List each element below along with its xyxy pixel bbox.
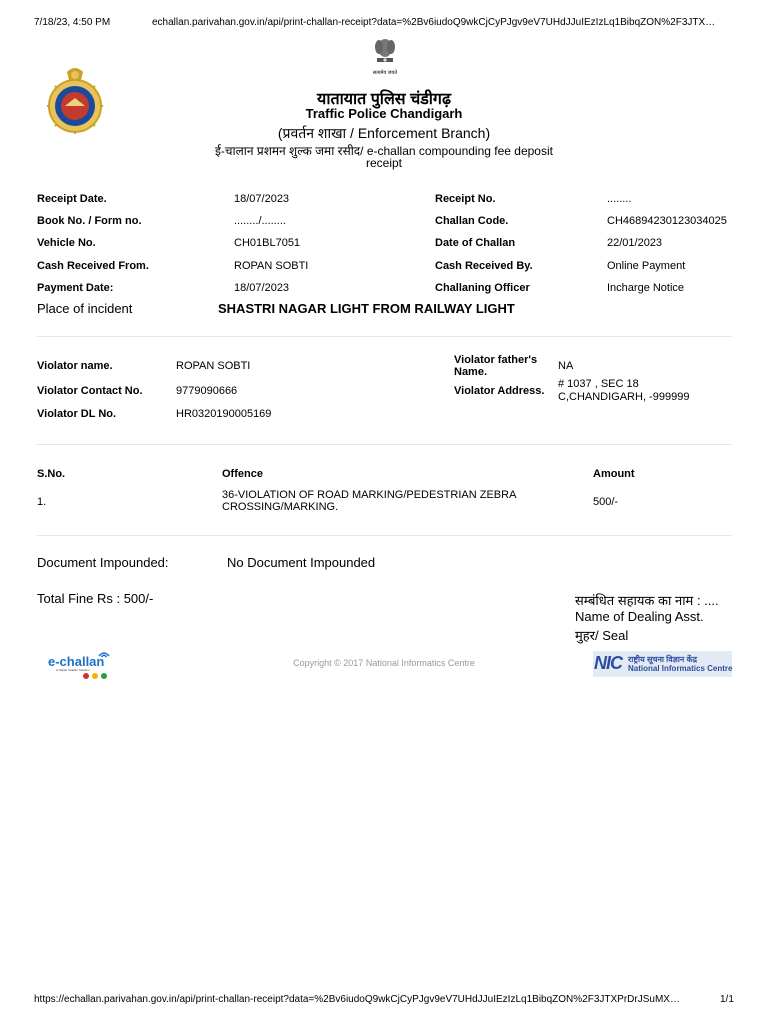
cash-received-by-label: Cash Received By. [435,260,533,272]
dealing-asst-english: Name of Dealing Asst. [575,609,704,624]
challaning-officer: Incharge Notice [607,282,685,294]
nic-english-text: National Informatics Centre [628,664,733,673]
receipt-no: ........ [607,193,632,205]
vehicle-no: CH01BL7051 [234,237,301,249]
ashoka-emblem-icon [370,34,400,66]
cash-received-from-label: Cash Received From. [37,260,149,272]
dealing-asst-hindi: सम्बंधित सहायक का नाम : .... [575,593,719,608]
seal-label: मुहर/ Seal [575,628,629,643]
divider [37,535,732,536]
police-badge-icon [36,66,114,140]
vehicle-no-label: Vehicle No. [37,237,96,249]
police-logo [36,66,114,140]
date-of-challan-label: Date of Challan [435,237,516,249]
challan-code: CH46894230123034025 [607,215,727,227]
echallan-logo-text: e-challan [48,654,105,669]
title-english: Traffic Police Chandigarh [305,106,463,121]
emblem-caption: सत्यमेव जयते [372,70,398,76]
challaning-officer-label: Challaning Officer [435,282,530,294]
receipt-date-label: Receipt Date. [37,193,107,205]
violator-address-label: Violator Address. [454,385,545,397]
violator-contact-label: Violator Contact No. [37,385,143,397]
divider [37,336,732,337]
print-datetime: 7/18/23, 4:50 PM [34,17,111,28]
violator-address: # 1037 , SEC 18 C,CHANDIGARH, -999999 [558,378,690,403]
receipt-no-label: Receipt No. [435,193,496,205]
violator-contact: 9779090666 [176,385,238,397]
title-hindi: यातायात पुलिस चंडीगढ़ [317,91,451,108]
violator-name-label: Violator name. [37,360,113,372]
total-fine: Total Fine Rs : 500/- [37,591,154,606]
col-header-sno: S.No. [37,468,66,480]
receipt-title-line2: receipt [365,156,403,170]
echallan-tagline: A Digital Challan Solution [56,668,90,672]
place-of-incident-label: Place of incident [37,301,133,316]
national-emblem [370,34,400,76]
divider [37,444,732,445]
col-header-offence: Offence [222,468,263,480]
col-header-amount: Amount [593,468,635,480]
offence-amount: 500/- [593,496,619,508]
violator-name: ROPAN SOBTI [176,360,251,372]
print-footer-url: https://echallan.parivahan.gov.in/api/print-challan-receipt?data=%2Bv6iudoQ9wkCjCyPJgv9eV7UHdJJuIEzIzLq1BibqZON%2F3JTXPrDrJSuMX… [34,994,680,1005]
payment-date: 18/07/2023 [234,282,290,294]
violator-father-label: Violator father's Name. [454,354,538,378]
document-impounded: No Document Impounded [227,555,376,570]
receipt-date: 18/07/2023 [234,193,290,205]
cash-received-by: Online Payment [607,260,686,272]
nic-hindi-text: राष्ट्रीय सूचना विज्ञान केंद्र [628,655,697,664]
violator-father: NA [558,360,574,372]
offence-description: 36-VIOLATION OF ROAD MARKING/PEDESTRIAN ZEBRA CROSSING/MARKING. [222,489,516,513]
branch-name: (प्रवर्तन शाखा / Enforcement Branch) [277,125,491,141]
offence-sno: 1. [37,496,47,508]
cash-received-from: ROPAN SOBTI [234,260,309,272]
payment-date-label: Payment Date: [37,282,114,294]
violator-dl-label: Violator DL No. [37,408,117,420]
nic-logo [593,651,732,677]
nic-logo-text: NIC [594,653,622,673]
traffic-light-icon [82,672,108,680]
book-no-label: Book No. / Form no. [37,215,142,227]
table-row [0,488,768,518]
place-of-incident: SHASTRI NAGAR LIGHT FROM RAILWAY LIGHT [218,301,515,316]
copyright: Copyright © 2017 National Informatics Centre [293,658,475,668]
page-number: 1/1 [720,994,734,1005]
echallan-logo [48,648,118,682]
receipt-title: ई-चालान प्रशमन शुल्क जमा रसीद/ e-challan compounding fee deposit [215,144,553,158]
date-of-challan: 22/01/2023 [607,237,663,249]
violator-dl: HR0320190005169 [176,408,272,420]
book-no: ......../........ [234,215,286,227]
document-impounded-label: Document Impounded: [37,555,169,570]
print-url: echallan.parivahan.gov.in/api/print-challan-receipt?data=%2Bv6iudoQ9wkCjCyPJgv9eV7UHdJJuIEzIzLq1BibqZON%2F3JTX… [152,17,716,28]
challan-code-label: Challan Code. [435,215,509,227]
